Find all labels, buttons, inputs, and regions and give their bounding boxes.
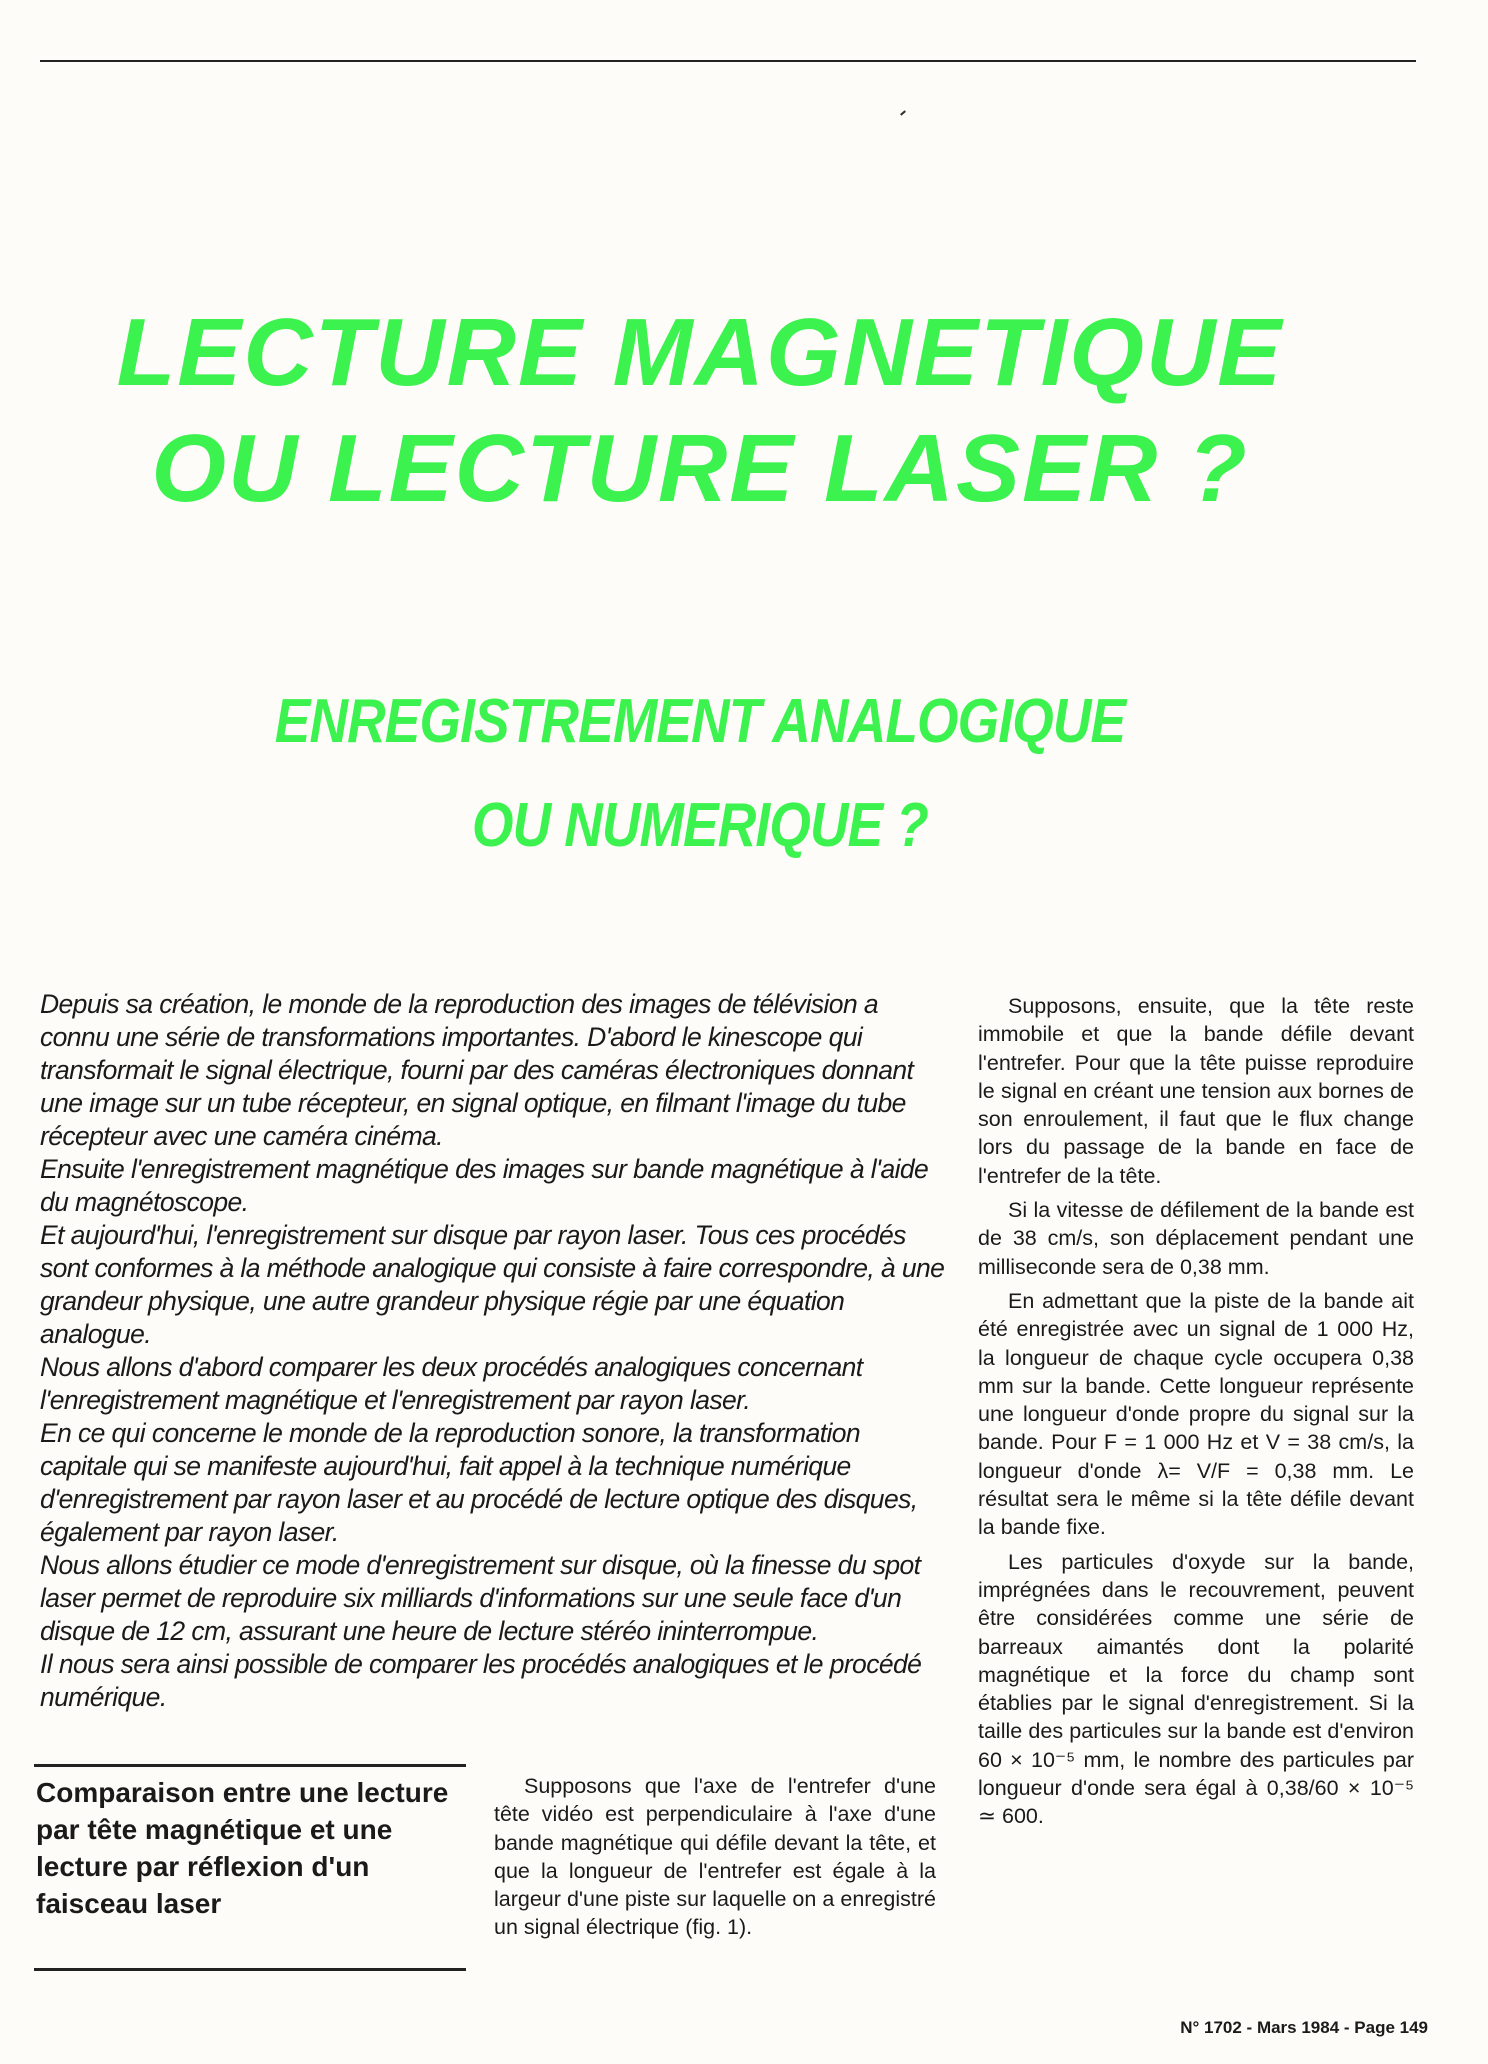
article-subtitle [227, 670, 1173, 878]
intro-paragraph: Et aujourd'hui, l'enregistrement sur disque par rayon laser. Tous ces procédés sont conformes à la méthode analogique qui consiste à faire correspondre, à une grandeur physique, une autre grandeur physique régie par une équation analogue. [40, 1220, 945, 1349]
title-line-1: LECTURE MAGNETIQUE [116, 299, 1284, 406]
subtitle-line-1: ENREGISTREMENT ANALOGIQUE [274, 687, 1126, 756]
section-heading: Comparaison entre une lecture par tête magnétique et une lecture par réflexion d'un faisceau laser [36, 1777, 449, 1919]
body-paragraph: Si la vitesse de défilement de la bande est de 38 cm/s, son déplacement pendant une milliseconde sera de 0,38 mm. [978, 1198, 1414, 1279]
body-paragraph: Les particules d'oxyde sur la bande, imprégnées dans le recouvrement, peuvent être considérées comme une série de barreaux aimantés dont la polarité magnétique et la force du champ sont établies par le signal d'enregistrement. Si la taille des particules sur la bande est d'environ 60 × 10⁻⁵ mm, le nombre des particules par longueur d'onde sera égal à 0,38/60 × 10⁻⁵ ≃ 600. [978, 1549, 1414, 1829]
intro-paragraph: Nous allons étudier ce mode d'enregistrement sur disque, où la finesse du spot laser permet de reproduire six milliards d'informations sur une seule face d'un disque de 12 cm, assurant une heure de lecture stéréo ininterrompue. [40, 1550, 921, 1646]
section-rule-top [34, 1764, 466, 1767]
middle-column [494, 1772, 936, 1948]
right-column [978, 992, 1414, 1837]
title-line-2: OU LECTURE LASER ? [151, 415, 1249, 522]
intro-text [40, 988, 945, 1714]
article-title [100, 295, 1300, 527]
intro-paragraph: Depuis sa création, le monde de la reproduction des images de télévision a connu une série de transformations importantes. D'abord le kinescope qui transformait le signal électrique, fourni par des caméras électroniques donnant une image sur un tube récepteur, en signal optique, en filmant l'image du tube récepteur avec une caméra cinéma. [40, 989, 914, 1151]
intro-paragraph: En ce qui concerne le monde de la reproduction sonore, la transformation capitale qui se manifeste aujourd'hui, fait appel à la technique numérique d'enregistrement par rayon laser et au procédé de lecture optique des disques, également par rayon laser. [40, 1418, 918, 1547]
body-paragraph: Supposons que l'axe de l'entrefer d'une tête vidéo est perpendiculaire à l'axe d'une bande magnétique qui défile devant la tête, et que la longueur de l'entrefer est égale à la largeur d'une piste sur laquelle on a enregistré un signal électrique (fig. 1). [494, 1774, 936, 1940]
intro-paragraph: Ensuite l'enregistrement magnétique des images sur bande magnétique à l'aide du magnétoscope. [40, 1154, 929, 1217]
body-paragraph: Supposons, ensuite, que la tête reste immobile et que la bande défile devant l'entrefer. Pour que la tête puisse reproduire le signal en créant une tension aux bornes de son enroulement, il faut que le flux change lors du passage de la bande en face de l'entrefer de la tête. [978, 994, 1414, 1188]
intro-paragraph: Il nous sera ainsi possible de comparer les procédés analogiques et le procédé numérique. [40, 1649, 922, 1712]
body-paragraph: En admettant que la piste de la bande ait été enregistrée avec un signal de 1 000 Hz, la longueur de chaque cycle occupera 0,38 mm sur la bande. Cette longueur représente une longueur d'onde propre du signal sur la bande. Pour F = 1 000 Hz et V = 38 cm/s, la longueur d'onde λ= V/F = 0,38 mm. Le résultat sera le même si la tête défile devant la bande fixe. [978, 1288, 1414, 1540]
section-rule-bottom [34, 1968, 466, 1971]
page-footer: N° 1702 - Mars 1984 - Page 149 [1180, 2018, 1428, 2037]
subtitle-line-2: OU NUMERIQUE ? [471, 791, 928, 860]
stray-mark [900, 110, 906, 115]
top-rule [40, 60, 1416, 62]
intro-paragraph: Nous allons d'abord comparer les deux procédés analogiques concernant l'enregistrement magnétique et l'enregistrement par rayon laser. [40, 1352, 863, 1415]
